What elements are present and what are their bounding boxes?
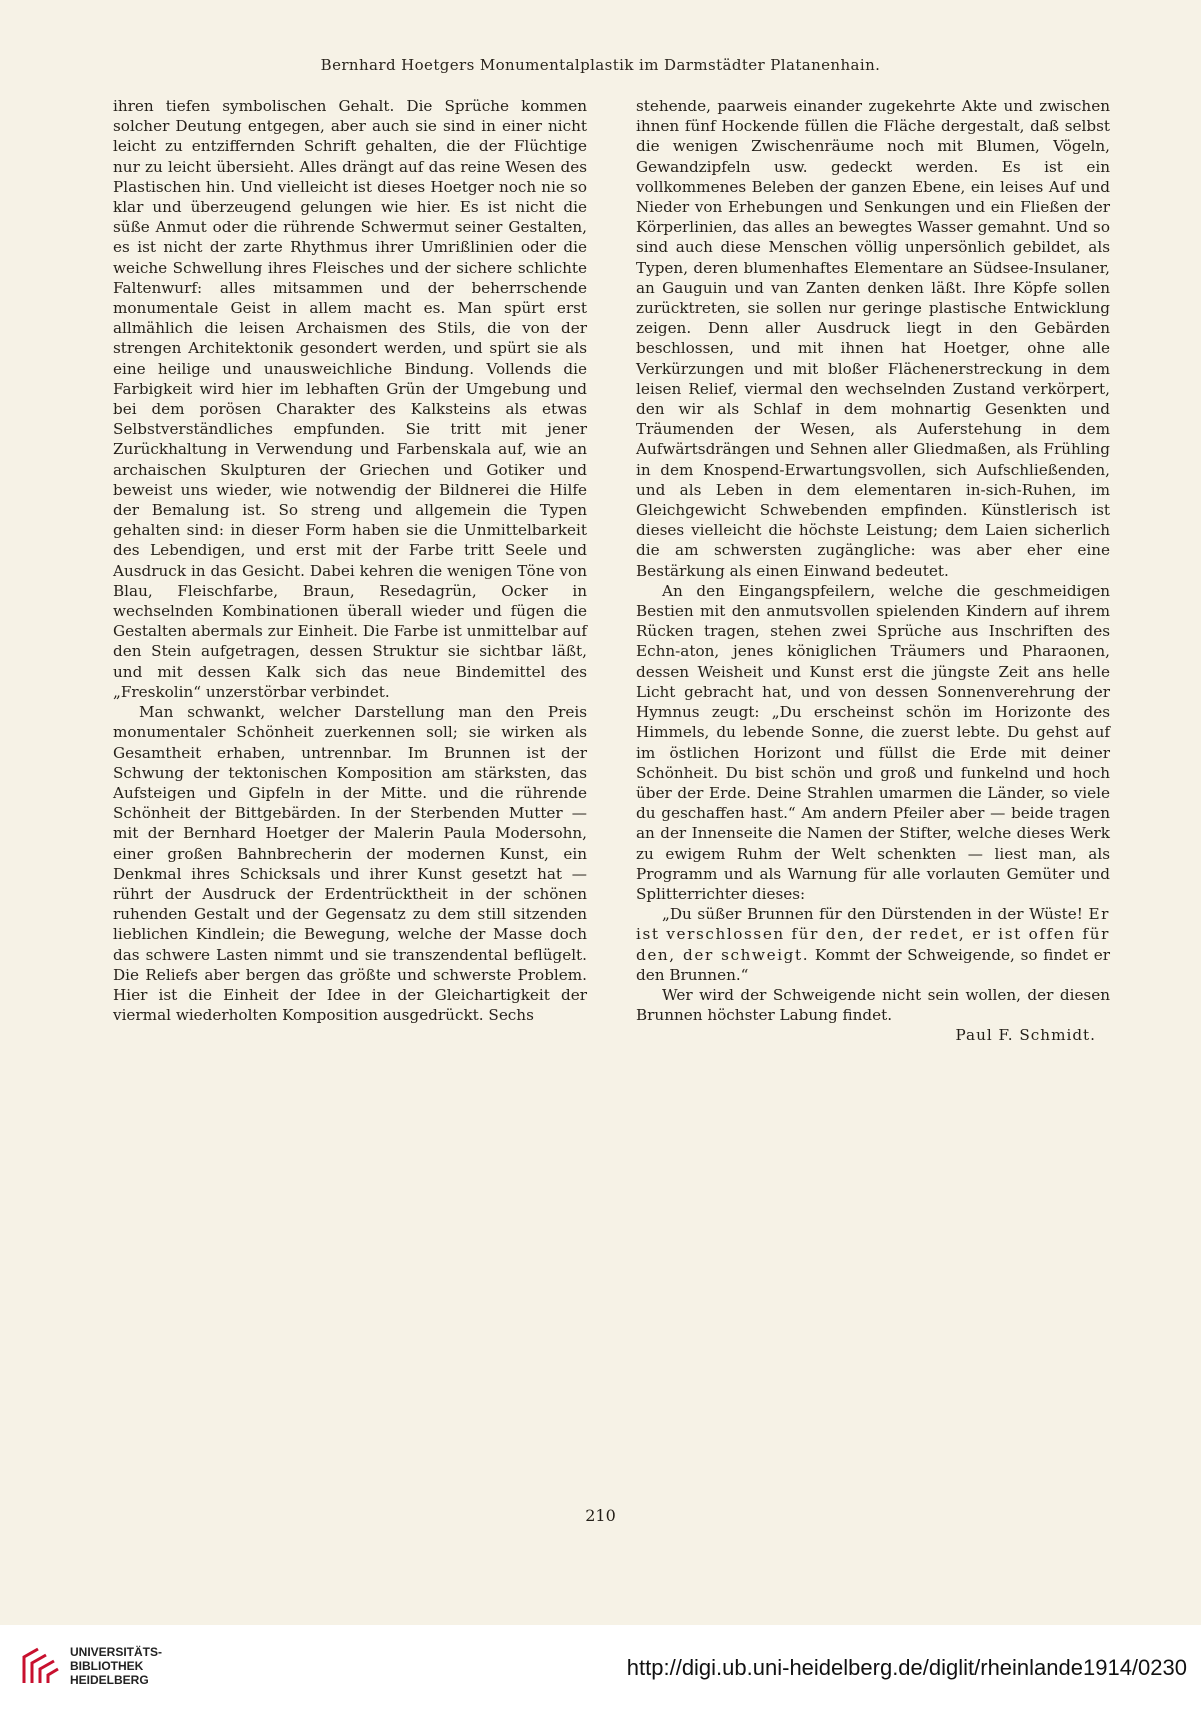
left-column [113, 96, 587, 1025]
right-paragraph-1: stehende, paarweis einander zugekehrte Akte und zwischen ihnen fünf Hockende füllen die Fläche dergestalt, daß selbst die wenigen Zwischenräume noch mit Blumen, Vögeln, Gewandzipfeln usw. gedeckt werden. Es ist ein vollkommenes Beleben der ganzen Ebene, ein leises Auf und Nieder von Erhebungen und Senkungen und ein Fließen der Körperlinien, das alles an bewegtes Wasser gemahnt. Und so sind auch diese Menschen völlig unpersönlich gebildet, als Typen, deren blumenhaftes Elementare an Südsee-Insulaner, an Gauguin und van Zanten denken läßt. Ihre Köpfe sollen zurücktreten, sie sollen nur geringe plastische Entwicklung zeigen. Denn aller Ausdruck liegt in den Gebärden beschlossen, und mit ihnen hat Hoetger, ohne alle Verkürzungen und mit bloßer Flächenerstreckung in dem leisen Relief, viermal den wechselnden Zustand verkörpert, den wir als Schlaf in dem mohnartig Gesenkten und Träumenden der Wesen, als Auferstehung in dem Aufwärtsdrängen und Sehnen aller Gliedmaßen, als Frühling in dem Knospend-Erwartungsvollen, sich Aufschließenden, und als Leben in dem elementaren in-sich-Ruhen, im Gleichgewicht Schwebenden empfinden. Künstlerisch ist dieses vielleicht die höchste Leistung; dem Laien sicherlich die am schwersten zugängliche: was aber eher eine Bestärkung als einen Einwand bedeutet. [636, 97, 1110, 580]
right-column [636, 96, 1110, 1046]
permalink-url[interactable]: http://digi.ub.uni-heidelberg.de/diglit/rheinlande1914/0230 [626, 1655, 1187, 1680]
page-number: 210 [585, 1506, 616, 1525]
library-name-line-2: BIBLIOTHEK [70, 1659, 144, 1673]
left-paragraph-1: ihren tiefen symbolischen Gehalt. Die Sprüche kommen solcher Deutung entgegen, aber auch sie sind in einer nicht leicht zu entziffernden Schrift gehalten, die der Flüchtige nur zu leicht übersieht. Alles drängt auf das reine Wesen des Plastischen hin. Und vielleicht ist dieses Hoetger noch nie so klar und überzeugend gelungen wie hier. Es ist nicht die süße Anmut oder die rührende Schwermut seiner Gestalten, es ist nicht der zarte Rhythmus ihrer Umrißlinien oder die weiche Schwellung ihres Fleisches und der sichere schlichte Faltenwurf: alles mitsammen und der beherrschende monumentale Geist in allem macht es. Man spürt erst allmählich die leisen Archaismen des Stils, die von der strengen Architektonik gesondert werden, und spürt sie als eine heilige und unausweichliche Bindung. Vollends die Farbigkeit wird hier im lebhaften Grün der Umgebung und bei dem porösen Charakter des Kalksteins als etwas Selbstverständliches empfunden. Sie tritt mit jener Zurückhaltung in Verwendung und Farbenskala auf, wie an archaischen Skulpturen der Griechen und Gotiker und beweist uns wieder, wie notwendig der Bildnerei die Hilfe der Bemalung ist. So streng und allgemein die Typen gehalten sind: in dieser Form haben sie die Unmittelbarkeit des Lebendigen, und erst mit der Farbe tritt Seele und Ausdruck in das Gesicht. Dabei kehren die wenigen Töne von Blau, Fleischfarbe, Braun, Resedagrün, Ocker in wechselnden Kombinationen überall wieder und fügen die Gestalten abermals zur Einheit. Die Farbe ist unmittelbar auf den Stein aufgetragen, dessen Struktur sie sichtbar läßt, und mit dessen Kalk sich das neue Bindemittel des „Freskolin“ unzerstörbar verbindet. [113, 97, 587, 701]
author-signature: Paul F. Schmidt. [955, 1026, 1096, 1045]
quote-paragraph [636, 904, 1110, 985]
right-paragraph-2: An den Eingangspfeilern, welche die geschmeidigen Bestien mit den anmutsvollen spielenden Kindern auf ihrem Rücken tragen, stehen zwei Sprüche aus Inschriften des Echn-aton, jenes königlichen Träumers und Pharaonen, dessen Weisheit und Kunst erst die jüngste Zeit ans helle Licht gebracht hat, und von dessen Sonnenverehrung der Hymnus zeugt: „Du erscheinst schön im Horizonte des Himmels, du lebende Sonne, die zuerst lebte. Du gehst auf im östlichen Horizont und füllst die Erde mit deiner Schönheit. Du bist schön und groß und funkelnd und hoch über der Erde. Deine Strahlen umarmen die Länder, so viele du geschaffen hast.“ Am andern Pfeiler aber — beide tragen an der Innenseite die Namen der Stifter, welche dieses Werk zu ewigem Ruhm der Welt schenkten — liest man, als Programm und als Warnung für alle vorlauten Gemüter und Splitterrichter dieses: [636, 581, 1110, 903]
quote-end: Kommt der Schweigende, so findet er den Brunnen.“ [636, 945, 1110, 984]
library-name-line-3: HEIDELBERG [70, 1673, 149, 1687]
quote-start: „Du süßer Brunnen für den Dürstenden in der Wüste! [662, 905, 1089, 924]
library-name-line-1: UNIVERSITÄTS- [70, 1645, 163, 1659]
running-head: Bernhard Hoetgers Monumentalplastik im Darmstädter Platanenhain. [320, 56, 881, 74]
right-paragraph-3: Wer wird der Schweigende nicht sein wollen, der diesen Brunnen höchster Labung findet. [636, 985, 1110, 1025]
library-name [70, 1645, 162, 1687]
university-library-logo-icon [18, 1645, 62, 1689]
quote-spaced: Er ist verschlossen für den, der redet, er ist offen für den, der schweigt. [636, 905, 1110, 964]
left-paragraph-2: Man schwankt, welcher Darstellung man den Preis monumentaler Schönheit zuerkennen soll; sie wirken als Gesamtheit erhaben, untrennbar. Im Brunnen ist der Schwung der tektonischen Komposition am stärksten, das Aufsteigen und Gipfeln in der Mitte. und die rührende Schönheit der Bittgebärden. In der Sterbenden Mutter — mit der Bernhard Hoetger der Malerin Paula Modersohn, einer großen Bahnbrecherin der modernen Kunst, ein Denkmal ihres Schicksals und ihrer Kunst gesetzt hat — rührt der Ausdruck der Erdentrücktheit in der schönen ruhenden Gestalt und der Gegensatz zu dem still sitzenden lieblichen Kindlein; die Bewegung, welche der Masse doch das schwere Lasten nimmt und sie transzendental beflügelt. Die Reliefs aber bergen das größte und schwerste Problem. Hier ist die Einheit der Idee in der Gleichartigkeit der viermal wiederholten Komposition ausgedrückt. Sechs [113, 703, 587, 1025]
digitization-footer [0, 1625, 1201, 1714]
